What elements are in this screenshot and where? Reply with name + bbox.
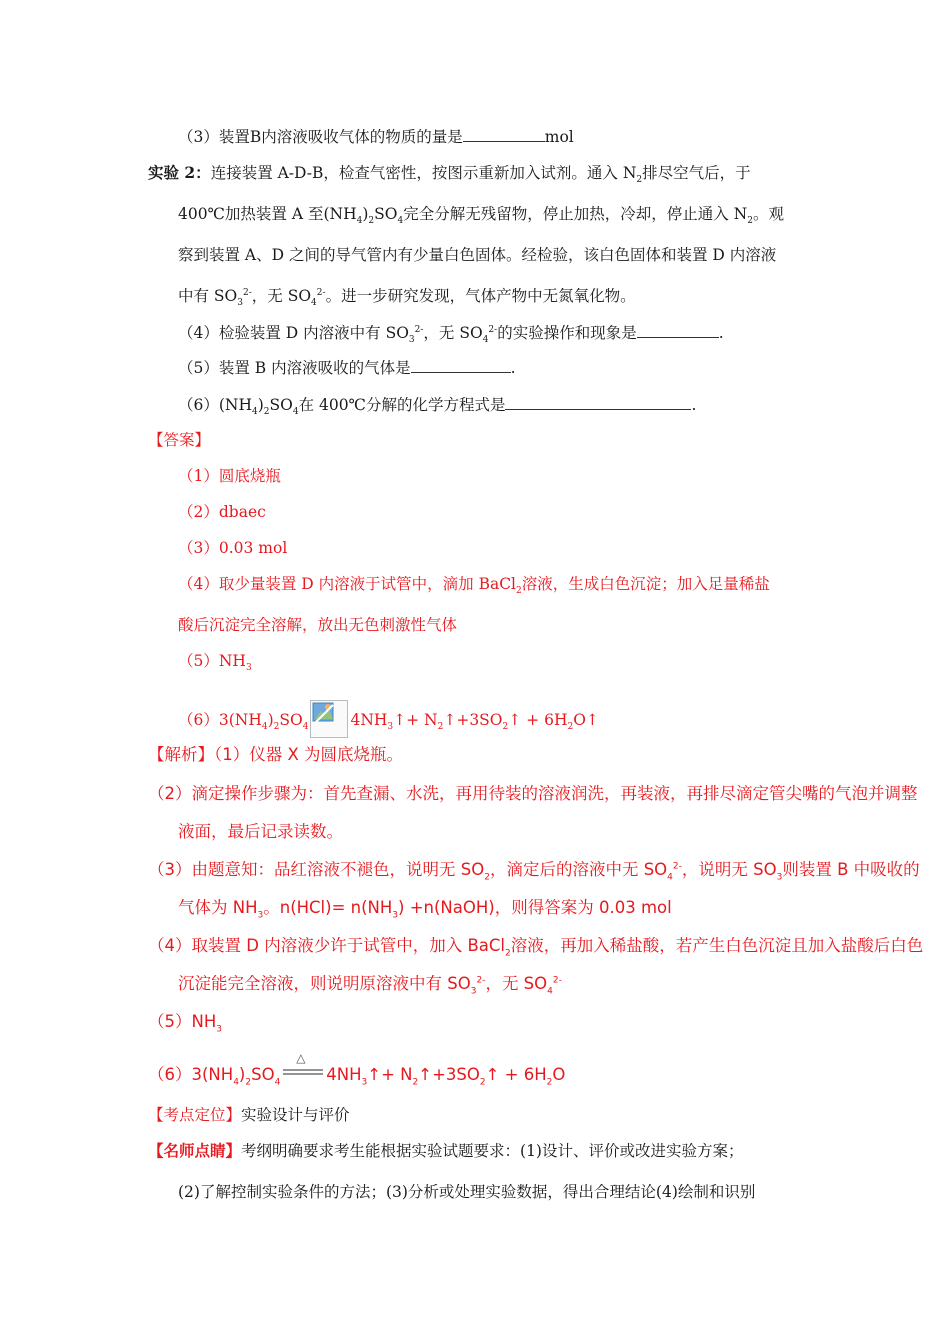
mingshi-line-2: (2)了解控制实验条件的方法；(3)分析或处理实验数据，得出合理结论(4)绘制和识别 — [178, 1183, 756, 1201]
answer-2: （2）dbaec — [178, 503, 266, 521]
answer-5: $(5)NH_3$ — [178, 652, 252, 674]
answer-blank — [411, 360, 511, 373]
answer-blank — [637, 325, 719, 338]
answer-4-line-1: （4）取少量装置 D 内溶液于试管中，滴加 BaCl$_2$溶液，生成白色沉淀；加入足量稀盐 — [178, 575, 770, 597]
answer-4-line-2: 酸后沉淀完全溶解，放出无色刺激性气体 — [178, 616, 458, 634]
analysis-line-2: （2）滴定操作步骤为：首先查漏、水洗，再用待装的溶液润洗，再装液，再排尽滴定管尖嘴的气泡并调整 — [148, 784, 918, 803]
kaodian-line: 【考点定位】实验设计与评价 — [148, 1106, 350, 1124]
experiment-2-line-2: 400℃加热装置 A 至$(NH_4)_2SO_4$完全分解无残留物，停止加热，冷却，停止通入 $N_2$。观 — [178, 205, 784, 227]
broken-image-icon — [310, 700, 348, 738]
answer-1: （1）圆底烧瓶 — [178, 467, 281, 485]
analysis-line-1: 【解析】（1）仪器 X 为圆底烧瓶。 — [148, 745, 404, 764]
question-4: （4）检验装置 D 内溶液中有 $SO_3^{2-}$，无 $SO_4^{2-}$的实验操作和现象是 . — [178, 324, 724, 346]
experiment-2-line-4: 中有 $SO_3^{2-}$，无 $SO_4^{2-}$。进一步研究发现，气体产物中无氮氧化物。 — [178, 287, 636, 309]
heat-equals-sign: △ — [296, 1051, 306, 1065]
analysis-line-9: $(6)3(NH_4)_2SO_4$ △ $4NH_3↑+$ $N_2↑+3SO_2↑ + 6H_2O$ — [148, 1051, 566, 1088]
mingshi-line-1: 【名师点睛】考纲明确要求考生能根据实验试题要求：(1)设计、评价或改进实验方案； — [148, 1141, 744, 1160]
answer-3: （3）0.03 mol — [178, 539, 288, 557]
answer-6: $(6)3(NH_4)_2SO_4$ $4NH_3↑+$ $N_2↑+3SO_2↑$ + $6H_2O↑$ — [178, 700, 599, 738]
analysis-line-7: 沉淀能完全溶液，则说明原溶液中有 $SO_3^{2-}$，无 $SO_4^{2-}$ — [178, 974, 562, 997]
experiment-2-line-3: 察到装置 A、D 之间的导气管内有少量白色固体。经检验，该白色固体和装置 D 内溶液 — [178, 246, 777, 264]
question-5: （5）装置 B 内溶液吸收的气体是 . — [178, 359, 516, 377]
analysis-line-5: 气体为 $NH_3$。$n(HCl)= n(NH_3)$ +n(NaOH)，则得答案为 0.03 mol — [178, 898, 672, 921]
analysis-line-6: （4）取装置 D 内溶液少许于试管中，加入 BaCl$_2$溶液，再加入稀盐酸，若产生白色沉淀且加入盐酸后白色 — [148, 936, 924, 959]
question-6: $(6)(NH_4)_2SO_4$在 400℃分解的化学方程式是 . — [178, 396, 697, 418]
analysis-line-4: （3）由题意知：品红溶液不褪色，说明无 $SO_2$，滴定后的溶液中无 $SO_4^{2-}$，说明无 $SO_3$则装置 B 中吸收的 — [148, 860, 920, 883]
question-3: （3）装置B内溶液吸收气体的物质的量是 mol — [178, 128, 574, 146]
experiment-2-line-1: 实验 2：连接装置 A-D-B，检查气密性，按图示重新加入试剂。通入 $N_2$排尽空气后，于 — [148, 163, 751, 186]
answer-blank — [463, 129, 545, 142]
answer-blank — [505, 397, 691, 410]
answer-header: 【答案】 — [148, 431, 211, 449]
analysis-line-3: 液面，最后记录读数。 — [178, 822, 343, 841]
analysis-line-8: $(5)NH_3$ — [148, 1012, 222, 1035]
